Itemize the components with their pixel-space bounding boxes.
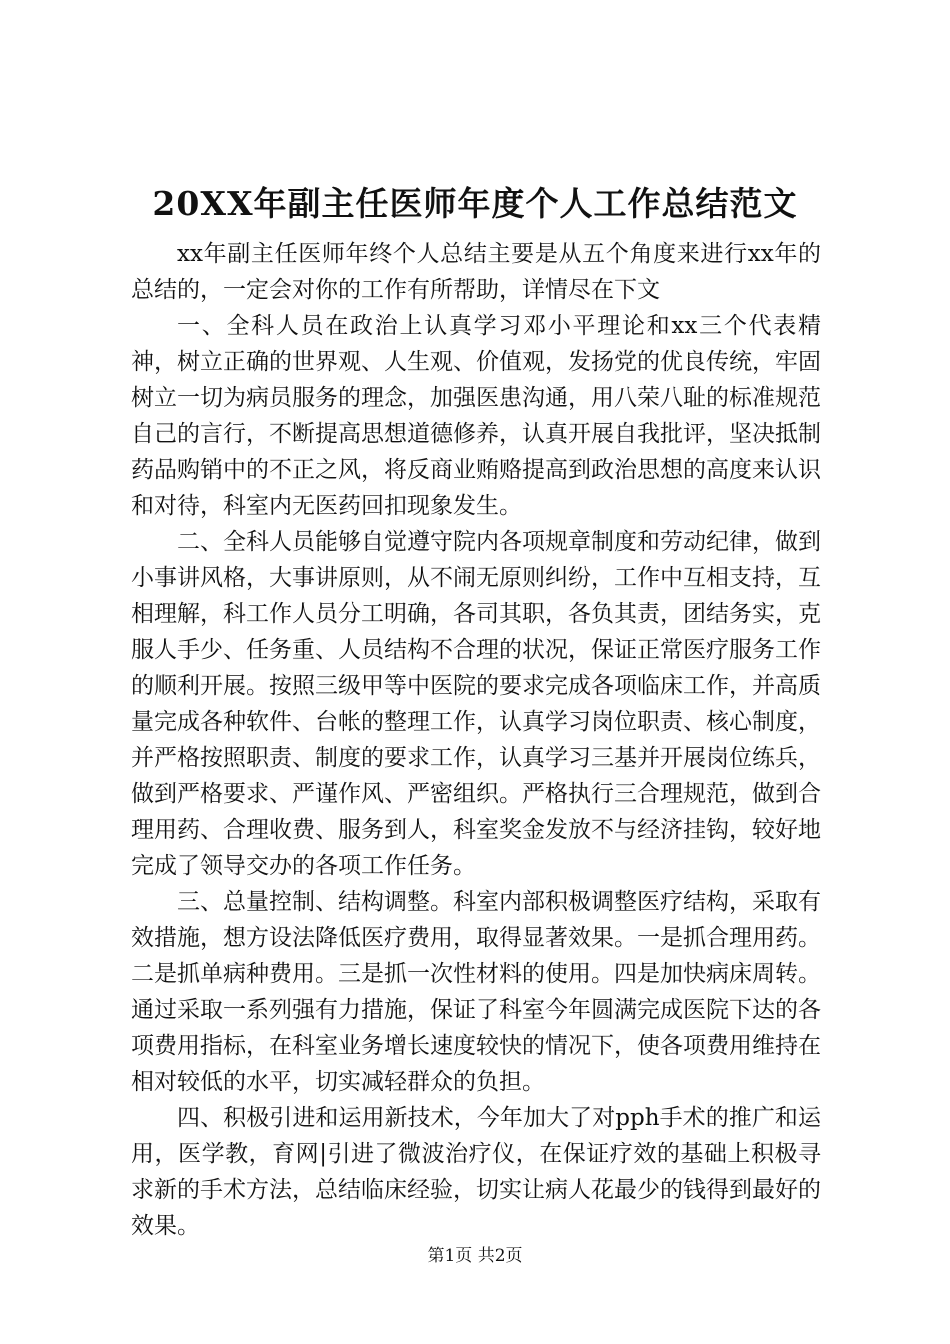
document-title: 20XX年副主任医师年度个人工作总结范文 (152, 184, 798, 223)
paragraph-one: 一、全科人员在政治上认真学习邓小平理论和xx三个代表精神，树立正确的世界观、人生观、价值观，发扬党的优良传统，牢固树立一切为病员服务的理念，加强医患沟通，用八荣八耻的标准规范自己的言行，不断提高思想道德修养，认真开展自我批评，坚决抵制药品购销中的不正之风，将反商业贿赂提高到政治思想的高度来认识和对待，科室内无医药回扣现象发生。 (131, 313, 821, 519)
paragraph-two: 二、全科人员能够自觉遵守院内各项规章制度和劳动纪律，做到小事讲风格，大事讲原则，从不闹无原则纠纷，工作中互相支持，互相理解，科工作人员分工明确，各司其职，各负其责，团结务实，克服人手少、任务重、人员结构不合理的状况，保证正常医疗服务工作的顺利开展。按照三级甲等中医院的要求完成各项临床工作，并高质量完成各种软件、台帐的整理工作，认真学习岗位职责、核心制度，并严格按照职责、制度的要求工作，认真学习三基并开展岗位练兵，做到严格要求、严谨作风、严密组织。严格执行三合理规范，做到合理用药、合理收费、服务到人，科室奖金发放不与经济挂钩，较好地完成了领导交办的各项工作任务。 (131, 529, 821, 879)
paragraph-three: 三、总量控制、结构调整。科室内部积极调整医疗结构，采取有效措施，想方设法降低医疗费用，取得显著效果。一是抓合理用药。二是抓单病种费用。三是抓一次性材料的使用。四是加快病床周转。通过采取一系列强有力措施，保证了科室今年圆满完成医院下达的各项费用指标，在科室业务增长速度较快的情况下，使各项费用维持在相对较低的水平，切实减轻群众的负担。 (131, 889, 821, 1095)
paragraph-four: 四、积极引进和运用新技术，今年加大了对pph手术的推广和运用，医学教，育网|引进了微波治疗仪，在保证疗效的基础上积极寻求新的手术方法，总结临床经验，切实让病人花最少的钱得到最好的效果。 (131, 1105, 821, 1239)
paragraph-intro: xx年副主任医师年终个人总结主要是从五个角度来进行xx年的总结的，一定会对你的工作有所帮助，详情尽在下文 (131, 241, 821, 303)
page-number-footer: 第1页 共2页 (427, 1246, 523, 1266)
document-body (131, 236, 821, 1244)
